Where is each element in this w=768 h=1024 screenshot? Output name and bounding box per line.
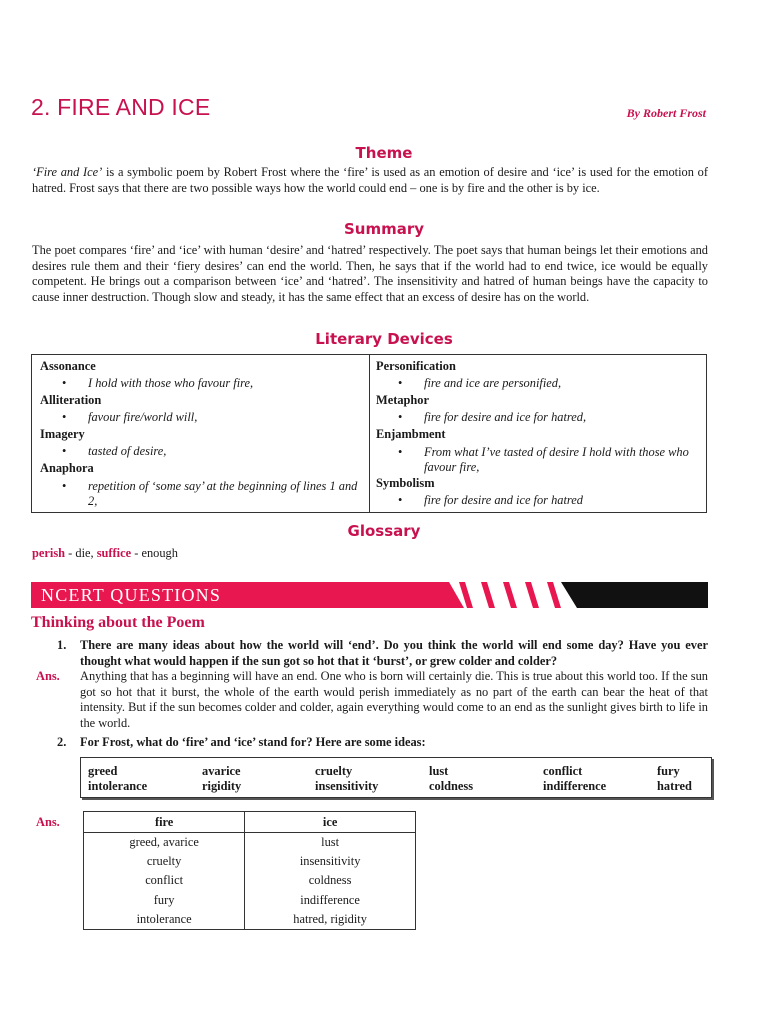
idea-word: conflict <box>543 764 583 778</box>
table-row <box>84 871 416 890</box>
device-name: Imagery <box>40 427 85 441</box>
ideas-column <box>657 764 707 797</box>
literary-devices-table <box>31 354 707 513</box>
glossary-definition: - enough <box>131 546 178 560</box>
device-example <box>40 409 361 426</box>
answer-text: Anything that has a beginning will have an end. One who is born will certainly die. This is true about this world too. If the sun got so hot that it burst, the whole of the earth would perish immediately as no part of the earth can bear the heat of that intensity. But if the sun becomes colder and colder, again everything would come to an end as the sunlight gives birth to life in the world. <box>80 669 708 730</box>
banner-stripe <box>481 582 495 608</box>
summary-heading: Summary <box>343 220 425 238</box>
question-number: 2. <box>57 735 67 749</box>
answer-label: Ans. <box>36 815 60 829</box>
device-example <box>40 443 361 460</box>
theme-heading: Theme <box>355 144 413 162</box>
device-name: Metaphor <box>376 393 429 407</box>
device-example <box>376 492 698 509</box>
idea-word: fury <box>657 764 680 778</box>
table-cell: fury <box>84 891 245 910</box>
table-row <box>84 910 416 929</box>
question-text: For Frost, what do ‘fire’ and ‘ice’ stand for? Here are some ideas: <box>80 735 426 749</box>
bullet-icon: • <box>398 376 403 390</box>
chapter-title: 2. FIRE AND ICE <box>31 94 211 120</box>
table-row <box>84 852 416 871</box>
literary-devices-heading: Literary Devices <box>315 330 453 348</box>
glossary-line <box>32 546 178 561</box>
banner-stripe <box>503 582 517 608</box>
table-cell: hatred, rigidity <box>245 910 416 929</box>
author-byline: By Robert Frost <box>626 106 706 120</box>
table-cell: cruelty <box>84 852 245 871</box>
table-cell: coldness <box>245 871 416 890</box>
device-example <box>40 477 361 509</box>
idea-word: hatred <box>657 778 692 793</box>
idea-word: coldness <box>429 778 474 793</box>
device-name: Anaphora <box>40 461 94 475</box>
device-name: Enjambment <box>376 427 446 441</box>
ideas-column <box>88 764 202 797</box>
device-example-text: fire and ice are personified, <box>424 376 562 390</box>
banner-stripe <box>525 582 539 608</box>
question-number: 1. <box>57 638 67 652</box>
idea-word: indifference <box>543 778 607 793</box>
device-example <box>376 375 698 392</box>
table-row <box>84 833 416 852</box>
ideas-column <box>315 764 429 797</box>
poem-title-italic: ‘Fire and Ice’ <box>32 165 103 179</box>
banner-black-band <box>561 582 708 608</box>
ideas-column <box>202 764 315 797</box>
device-name: Assonance <box>40 359 96 373</box>
idea-word: rigidity <box>202 778 242 793</box>
glossary-definition: - die, <box>65 546 97 560</box>
table-header-ice: ice <box>245 812 416 833</box>
device-example <box>376 443 698 475</box>
idea-word: avarice <box>202 764 241 778</box>
table-cell: greed, avarice <box>84 833 245 852</box>
device-example <box>376 409 698 426</box>
device-example-text: favour fire/world will, <box>88 410 198 424</box>
idea-word: cruelty <box>315 764 353 778</box>
bullet-icon: • <box>62 479 67 493</box>
device-name: Alliteration <box>40 393 102 407</box>
banner-title: NCERT QUESTIONS <box>41 585 222 605</box>
bullet-icon: • <box>62 376 67 390</box>
literary-devices-right-column <box>369 355 706 512</box>
device-example-text: tasted of desire, <box>88 444 167 458</box>
table-cell: conflict <box>84 871 245 890</box>
bullet-icon: • <box>62 410 67 424</box>
theme-paragraph <box>32 165 708 196</box>
table-cell: intolerance <box>84 910 245 929</box>
table-cell: insensitivity <box>245 852 416 871</box>
table-cell: lust <box>245 833 416 852</box>
device-name: Symbolism <box>376 476 435 490</box>
table-row <box>84 891 416 910</box>
idea-word: greed <box>88 764 118 778</box>
ncert-banner <box>31 582 708 608</box>
glossary-term: perish <box>32 546 66 560</box>
fire-ice-table <box>83 811 416 930</box>
device-example-text: I hold with those who favour fire, <box>88 376 254 390</box>
banner-stripe <box>547 582 561 608</box>
summary-paragraph: The poet compares ‘fire’ and ‘ice’ with human ‘desire’ and ‘hatred’ respectively. The poet says that human beings let their emotions and desires rule them and their ‘fiery desires’ can end the world. Then, he says that if the world had to end twice, ice would be equally competent. He brings out a comparison between ‘ice’ and ‘hatred’. The insensitivity and hatred of human beings have the capacity to cause inner destruction. Though slow and steady, it has the same effect that an excess of desire has on the world. <box>32 243 708 304</box>
section-subheading: Thinking about the Poem <box>31 614 205 631</box>
device-example-text: From what I’ve tasted of desire I hold with those who favour fire, <box>424 445 689 474</box>
glossary-term: suffice <box>96 546 132 560</box>
answer-label: Ans. <box>36 669 60 683</box>
ideas-column <box>543 764 657 797</box>
question-text: There are many ideas about how the world will ‘end’. Do you think the world will end some day? Have you ever thought what would happen if the sun got so hot that it ‘burst’, or grew colder and colder? <box>80 638 708 668</box>
table-cell: indifference <box>245 891 416 910</box>
device-name: Personification <box>376 359 456 373</box>
table-header-row <box>84 812 416 833</box>
idea-word: insensitivity <box>315 778 379 793</box>
theme-text: is a symbolic poem by Robert Frost where the ‘fire’ is used as an emotion of desire and ‘ice’ is used for the emotion of hatred. Frost says that there are two possible ways how the world could end – one is by fire and the other is by ice. <box>32 165 708 195</box>
table-header-fire: fire <box>84 812 245 833</box>
ideas-box <box>80 757 712 798</box>
bullet-icon: • <box>398 410 403 424</box>
idea-word: lust <box>429 764 449 778</box>
ideas-column <box>429 764 543 797</box>
literary-devices-left-column <box>32 355 369 512</box>
device-example <box>40 375 361 392</box>
bullet-icon: • <box>398 493 403 507</box>
device-example-text: fire for desire and ice for hatred, <box>424 410 587 424</box>
idea-word: intolerance <box>88 778 148 793</box>
bullet-icon: • <box>398 445 403 459</box>
glossary-heading: Glossary <box>347 522 421 540</box>
device-example-text: repetition of ‘some say’ at the beginning of lines 1 and 2, <box>88 479 358 508</box>
bullet-icon: • <box>62 444 67 458</box>
device-example-text: fire for desire and ice for hatred <box>424 493 583 507</box>
